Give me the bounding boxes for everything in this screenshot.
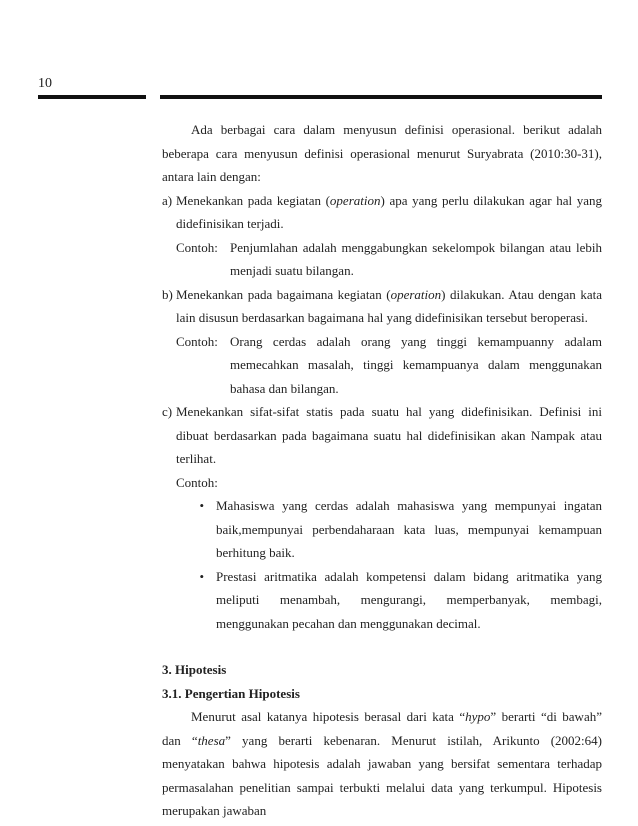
- header-rule-left: [38, 95, 146, 99]
- list-marker: b): [162, 286, 173, 302]
- list-item-body: [176, 283, 602, 401]
- bullet-text: Prestasi aritmatika adalah kompetensi dalam bidang aritmatika yang meliputi menambah, mengurangi, memperbanyak, membagi, menggunakan pecahan dan menggunakan decimal.: [216, 568, 602, 631]
- bullet-text: Mahasiswa yang cerdas adalah mahasiswa yang mempunyai ingatan baik,mempunyai perbendaharaan kata luas, mempunyai kemampuan berhitung baik.: [216, 498, 602, 560]
- text-segment: ) apa yang perlu dilakukan agar hal yang didefinisikan terjadi.: [176, 192, 602, 231]
- example-label: Contoh:: [176, 239, 218, 255]
- list-item-a: [162, 189, 602, 283]
- list-item-body: [176, 400, 602, 635]
- bullet-item: [176, 565, 602, 636]
- text-segment: ” berarti “di bawah” dan “: [162, 709, 602, 748]
- page-content: [162, 118, 602, 823]
- example-block: [176, 330, 602, 401]
- text-segment: ” yang berarti kebenaran. Menurut istilah, Arikunto (2002:64) menyatakan bahwa hipotesis adalah jawaban yang bersifat sementara terhadap permasalahan penelitian sampai terbukti melalui data yang terkumpul. Hipotesis merupakan jawaban: [162, 732, 602, 818]
- example-block: [176, 236, 602, 283]
- bullet-icon: •: [199, 568, 204, 584]
- list-marker: a): [162, 192, 173, 208]
- bullet-icon: •: [199, 498, 204, 513]
- list-marker: c): [162, 404, 173, 419]
- subsection-heading: 3.1. Pengertian Hipotesis: [162, 685, 300, 701]
- intro-paragraph: Ada berbagai cara dalam menyusun definisi operasional. berikut adalah beberapa cara menyusun definisi operasional menurut Suryabrata (2010:30-31), antara lain dengan:: [162, 122, 602, 184]
- header-rule-right: [160, 95, 602, 99]
- list-item-b: [162, 283, 602, 401]
- italic-term: hypo: [465, 709, 491, 724]
- list-item-text: [176, 283, 602, 330]
- example-label: Contoh:: [176, 333, 218, 349]
- example-bullet-list: [176, 494, 602, 635]
- text-segment: Menekankan pada bagaimana kegiatan (: [176, 286, 391, 302]
- text-segment: ) dilakukan. Atau dengan kata lain disusun berdasarkan bagaimana hal yang didefinisikan tersebut beroperasi.: [176, 286, 602, 325]
- example-label: Contoh:: [176, 474, 218, 490]
- italic-term: thesa: [197, 732, 226, 748]
- list-item-body: [176, 189, 602, 283]
- list-item-text: [176, 189, 602, 236]
- text-segment: Menurut asal katanya hipotesis berasal dari kata “: [191, 709, 466, 724]
- hypothesis-paragraph: [162, 705, 602, 823]
- bullet-item: [176, 494, 602, 565]
- text-segment: Menekankan pada kegiatan (: [176, 192, 330, 208]
- example-text: Penjumlahan adalah menggabungkan sekelompok bilangan atau lebih menjadi suatu bilangan.: [230, 239, 602, 278]
- list-item-c: [162, 400, 602, 635]
- page-number: 10: [38, 76, 52, 91]
- italic-term: operation: [329, 192, 381, 208]
- example-text: Orang cerdas adalah orang yang tinggi kemampuanny adalam memecahkan masalah, tinggi kemampuanya dalam menggunakan bahasa dan bilangan.: [230, 333, 602, 396]
- italic-term: operation: [390, 286, 442, 302]
- list-item-text: Menekankan sifat-sifat statis pada suatu hal yang didefinisikan. Definisi ini dibuat berdasarkan pada bagaimana suatu hal didefinisikan akan Nampak atau terlihat.: [176, 404, 602, 466]
- section-heading: 3. Hipotesis: [162, 662, 227, 677]
